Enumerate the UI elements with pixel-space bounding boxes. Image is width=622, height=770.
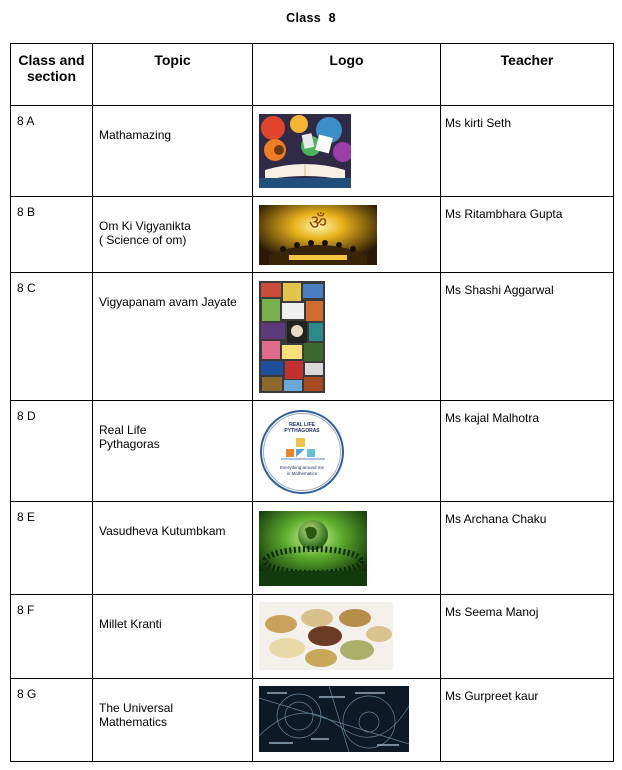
pythagoras-circle-logo [259,409,347,495]
logo-cell [253,197,441,273]
logo-cell [253,106,441,197]
om-symbol-image [259,205,377,265]
header-class-section: Class and section [11,44,93,106]
topic-cell: Mathamazing [93,106,253,197]
class-section-cell: 8 A [11,106,93,197]
topic-cell: Real Life Pythagoras [93,401,253,502]
teacher-cell: Ms Shashi Aggarwal [441,273,614,401]
table-header-row [11,44,614,106]
class-section-cell: 8 D [11,401,93,502]
logo-cell [253,401,441,502]
header-logo: Logo [253,44,441,106]
class-section-cell: 8 E [11,502,93,595]
math-formulas-background-image [259,686,409,752]
teacher-cell: Ms kajal Malhotra [441,401,614,502]
table-row [11,502,614,595]
open-book-collage-image [259,114,351,188]
class-section-cell: 8 B [11,197,93,273]
logo-cell [253,502,441,595]
topic-cell: Om Ki Vigyanikta ( Science of om) [93,197,253,273]
header-topic: Topic [93,44,253,106]
millet-grains-image [259,602,393,670]
advertisement-collage-image [259,281,325,393]
teacher-cell: Ms Seema Manoj [441,595,614,679]
table-row [11,595,614,679]
logo-cell [253,273,441,401]
class-topics-table [10,43,614,762]
topic-cell: Vasudheva Kutumbkam [93,502,253,595]
logo-cell [253,595,441,679]
table-row [11,106,614,197]
teacher-cell: Ms kirti Seth [441,106,614,197]
teacher-cell: Ms Gurpreet kaur [441,679,614,762]
topic-cell: The Universal Mathematics [93,679,253,762]
globe-people-ring-image [259,511,367,586]
table-row [11,679,614,762]
logo-cell [253,679,441,762]
table-row [11,401,614,502]
topic-cell: Millet Kranti [93,595,253,679]
svg-text:ॐ: ॐ [308,210,328,234]
table-row [11,273,614,401]
header-teacher: Teacher [441,44,614,106]
teacher-cell: Ms Ritambhara Gupta [441,197,614,273]
table-row [11,197,614,273]
topic-cell: Vigyapanam avam Jayate [93,273,253,401]
class-section-cell: 8 G [11,679,93,762]
class-section-cell: 8 C [11,273,93,401]
class-section-cell: 8 F [11,595,93,679]
page-title: Class 8 [286,11,336,25]
teacher-cell: Ms Archana Chaku [441,502,614,595]
logo-caption-text: Everything around me is Mathematics [279,465,325,476]
logo-title-text: REAL LIFE PYTHAGORAS [284,422,320,434]
